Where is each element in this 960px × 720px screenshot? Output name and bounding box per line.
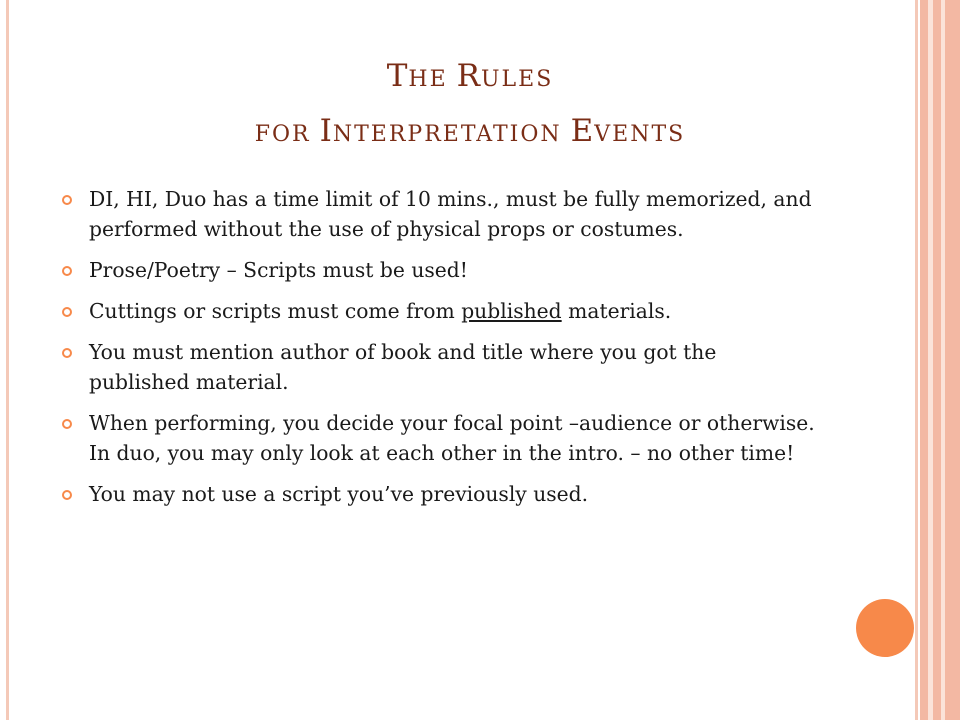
- underlined-text: published: [461, 299, 562, 323]
- title-segment: VENTS: [594, 122, 686, 147]
- bullet-item: [62, 296, 822, 326]
- title-segment: I: [319, 113, 333, 149]
- stripe: [920, 0, 928, 720]
- slide-title: [40, 50, 900, 160]
- title-line-2: [40, 105, 900, 160]
- decorative-orange-circle: [856, 599, 914, 657]
- bullet-text: You must mention author of book and title where you got the published material.: [89, 340, 717, 394]
- hollow-circle-bullet-icon: [62, 195, 72, 205]
- title-segment: ULES: [481, 67, 554, 92]
- bullet-text: DI, HI, Duo has a time limit of 10 mins., must be fully memorized, and performed without the use of physical props or costumes.: [89, 187, 812, 241]
- stripe: [933, 0, 941, 720]
- bullet-text: Prose/Poetry – Scripts must be used!: [89, 258, 468, 282]
- title-line-1: [40, 50, 900, 105]
- bullet-list: [62, 184, 822, 520]
- hollow-circle-bullet-icon: [62, 348, 72, 358]
- hollow-circle-bullet-icon: [62, 419, 72, 429]
- title-segment: E: [570, 113, 595, 149]
- decorative-side-stripes: [920, 0, 960, 720]
- bullet-text: materials.: [561, 299, 672, 323]
- hollow-circle-bullet-icon: [62, 307, 72, 317]
- bullet-item: [62, 184, 822, 244]
- hollow-circle-bullet-icon: [62, 490, 72, 500]
- hollow-circle-bullet-icon: [62, 266, 72, 276]
- title-segment: T: [386, 58, 409, 94]
- stripe: [945, 0, 960, 720]
- title-segment: FOR: [254, 122, 320, 147]
- bullet-text: You may not use a script you’ve previously used.: [89, 482, 589, 506]
- bullet-item: [62, 479, 822, 509]
- bullet-item: [62, 255, 822, 285]
- bullet-item: [62, 408, 822, 468]
- bullet-item: [62, 337, 822, 397]
- title-segment: NTERPRETATION: [332, 122, 571, 147]
- title-segment: R: [456, 58, 481, 94]
- title-segment: HE: [408, 67, 457, 92]
- bullet-text: When performing, you decide your focal point –audience or otherwise. In duo, you may only look at each other in the intro. – no other time!: [89, 411, 815, 465]
- bullet-text: Cuttings or scripts must come from: [89, 299, 462, 323]
